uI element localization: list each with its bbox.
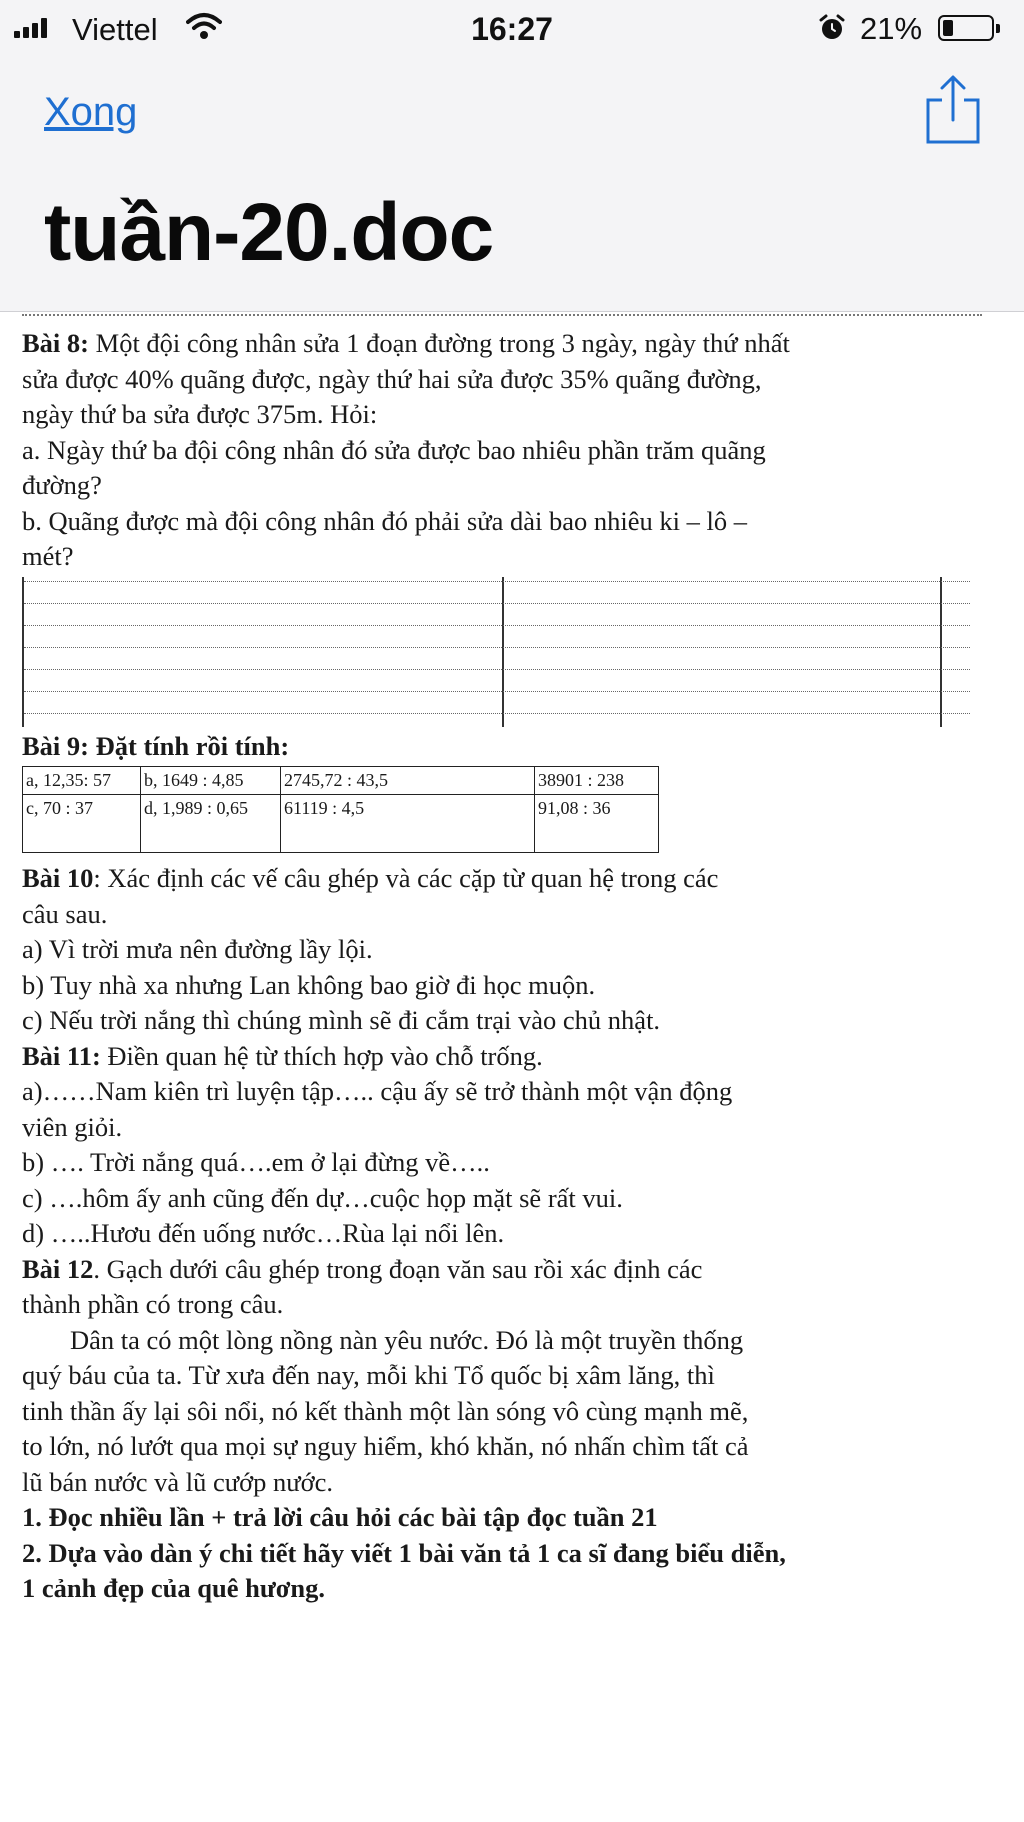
exercise-11-label: Bài 11: — [22, 1040, 101, 1071]
exercise-8-label: Bài 8: — [22, 328, 89, 358]
exercise-12-line: Bài 12. Gạch dưới câu ghép trong đoạn văn sau rồi xác định các — [22, 1253, 703, 1284]
battery-percent: 21% — [860, 11, 923, 46]
exercise-8-line: đường? — [22, 470, 102, 500]
exercise-9 — [22, 729, 1002, 854]
table-row — [23, 767, 659, 795]
table-cell: 38901 : 238 — [535, 767, 659, 795]
document-header — [0, 60, 1024, 312]
battery-level-fill — [943, 20, 953, 36]
exercise-10-line: a) Vì trời mưa nên đường lầy lội. — [22, 934, 373, 964]
battery-icon — [938, 15, 994, 41]
exercise-11-line: b) …. Trời nắng quá….em ở lại đừng về….. — [22, 1147, 490, 1177]
exercise-12-label: Bài 12 — [22, 1253, 94, 1284]
exercise-11-line: d) …..Hươu đến uống nước…Rùa lại nổi lên. — [22, 1218, 505, 1248]
exercise-8-line: a. Ngày thứ ba đội công nhân đó sửa được bao nhiêu phần trăm quãng — [22, 434, 766, 465]
status-bar — [0, 0, 1024, 60]
exercise-12 — [22, 1252, 1002, 1501]
exercise-10-line: b) Tuy nhà xa nhưng Lan không bao giờ đi học muộn. — [22, 969, 596, 1000]
table-row — [23, 795, 659, 853]
table-cell: 61119 : 4,5 — [281, 795, 535, 853]
table-cell: d, 1,989 : 0,65 — [141, 795, 281, 853]
exercise-10-line: Bài 10: Xác định các vế câu ghép và các cặp từ quan hệ trong các — [22, 863, 719, 893]
exercise-12-passage-line: quý báu của ta. Từ xưa đến nay, mỗi khi Tổ quốc bị xâm lăng, thì — [22, 1360, 715, 1390]
homework-item: 1. Đọc nhiều lần + trả lời câu hỏi các bài tập đọc tuần 21 — [22, 1502, 658, 1532]
page-top-rule — [22, 314, 982, 316]
table-cell: 91,08 : 36 — [535, 795, 659, 853]
exercise-12-passage-line: tinh thần ấy lại sôi nổi, nó kết thành một làn sóng vô cùng mạnh mẽ, — [22, 1395, 749, 1426]
exercise-11-line: c) ….hôm ấy anh cũng đến dự…cuộc họp mặt sẽ rất vui. — [22, 1182, 623, 1213]
document-title: tuần-20.doc — [44, 187, 494, 278]
document-body — [22, 312, 1002, 1607]
share-icon[interactable] — [924, 74, 982, 146]
exercise-11-line: viên giỏi. — [22, 1111, 123, 1142]
exercise-10-line: câu sau. — [22, 898, 108, 929]
answer-lines-box — [22, 577, 982, 727]
table-cell: 2745,72 : 43,5 — [281, 767, 535, 795]
exercise-8-line: Bài 8: Một đội công nhân sửa 1 đoạn đường trong 3 ngày, ngày thứ nhất — [22, 328, 790, 358]
battery-tip — [996, 24, 1000, 33]
exercise-10-label: Bài 10 — [22, 863, 94, 893]
exercise-12-passage-line: lũ bán nước và lũ cướp nước. — [22, 1466, 334, 1497]
exercise-8-line: sửa được 40% quãng được, ngày thứ hai sửa được 35% quãng đường, — [22, 363, 762, 394]
carrier-name: Viettel — [72, 12, 158, 47]
done-button[interactable]: Xong — [44, 90, 138, 134]
exercise-10-line: c) Nếu trời nắng thì chúng mình sẽ đi cắm trại vào chủ nhật. — [22, 1005, 661, 1035]
exercise-11-line: a)……Nam kiên trì luyện tập….. cậu ấy sẽ trở thành một vận động — [22, 1076, 733, 1106]
table-cell: b, 1649 : 4,85 — [141, 767, 281, 795]
exercise-12-passage-line: Dân ta có một lòng nồng nàn yêu nước. Đó là một truyền thống — [70, 1324, 744, 1355]
alarm-icon — [818, 14, 846, 42]
homework-item: 2. Dựa vào dàn ý chi tiết hãy viết 1 bài văn tả 1 ca sĩ đang biểu diễn, — [22, 1537, 786, 1568]
homework-item: 1 cảnh đẹp của quê hương. — [22, 1573, 326, 1603]
clock-time: 16:27 — [471, 11, 553, 47]
exercise-8 — [22, 326, 1002, 575]
calculation-table — [22, 766, 659, 853]
exercise-12-line: thành phần có trong câu. — [22, 1289, 284, 1319]
table-cell: c, 70 : 37 — [23, 795, 141, 853]
homework-list — [22, 1500, 1002, 1607]
exercise-8-line: b. Quãng được mà đội công nhân đó phải sửa dài bao nhiêu ki – lô – — [22, 505, 747, 536]
exercise-8-line: mét? — [22, 541, 74, 571]
exercise-12-passage-line: to lớn, nó lướt qua mọi sự nguy hiểm, khó khăn, nó nhấn chìm tất cả — [22, 1431, 749, 1461]
exercise-11 — [22, 1039, 1002, 1252]
exercise-11-line: Bài 11: Điền quan hệ từ thích hợp vào chỗ trống. — [22, 1040, 543, 1071]
exercise-8-line: ngày thứ ba sửa được 375m. Hỏi: — [22, 399, 378, 429]
exercise-9-label: Bài 9: Đặt tính rồi tính: — [22, 730, 290, 761]
exercise-10 — [22, 861, 1002, 1039]
table-cell: a, 12,35: 57 — [23, 767, 141, 795]
